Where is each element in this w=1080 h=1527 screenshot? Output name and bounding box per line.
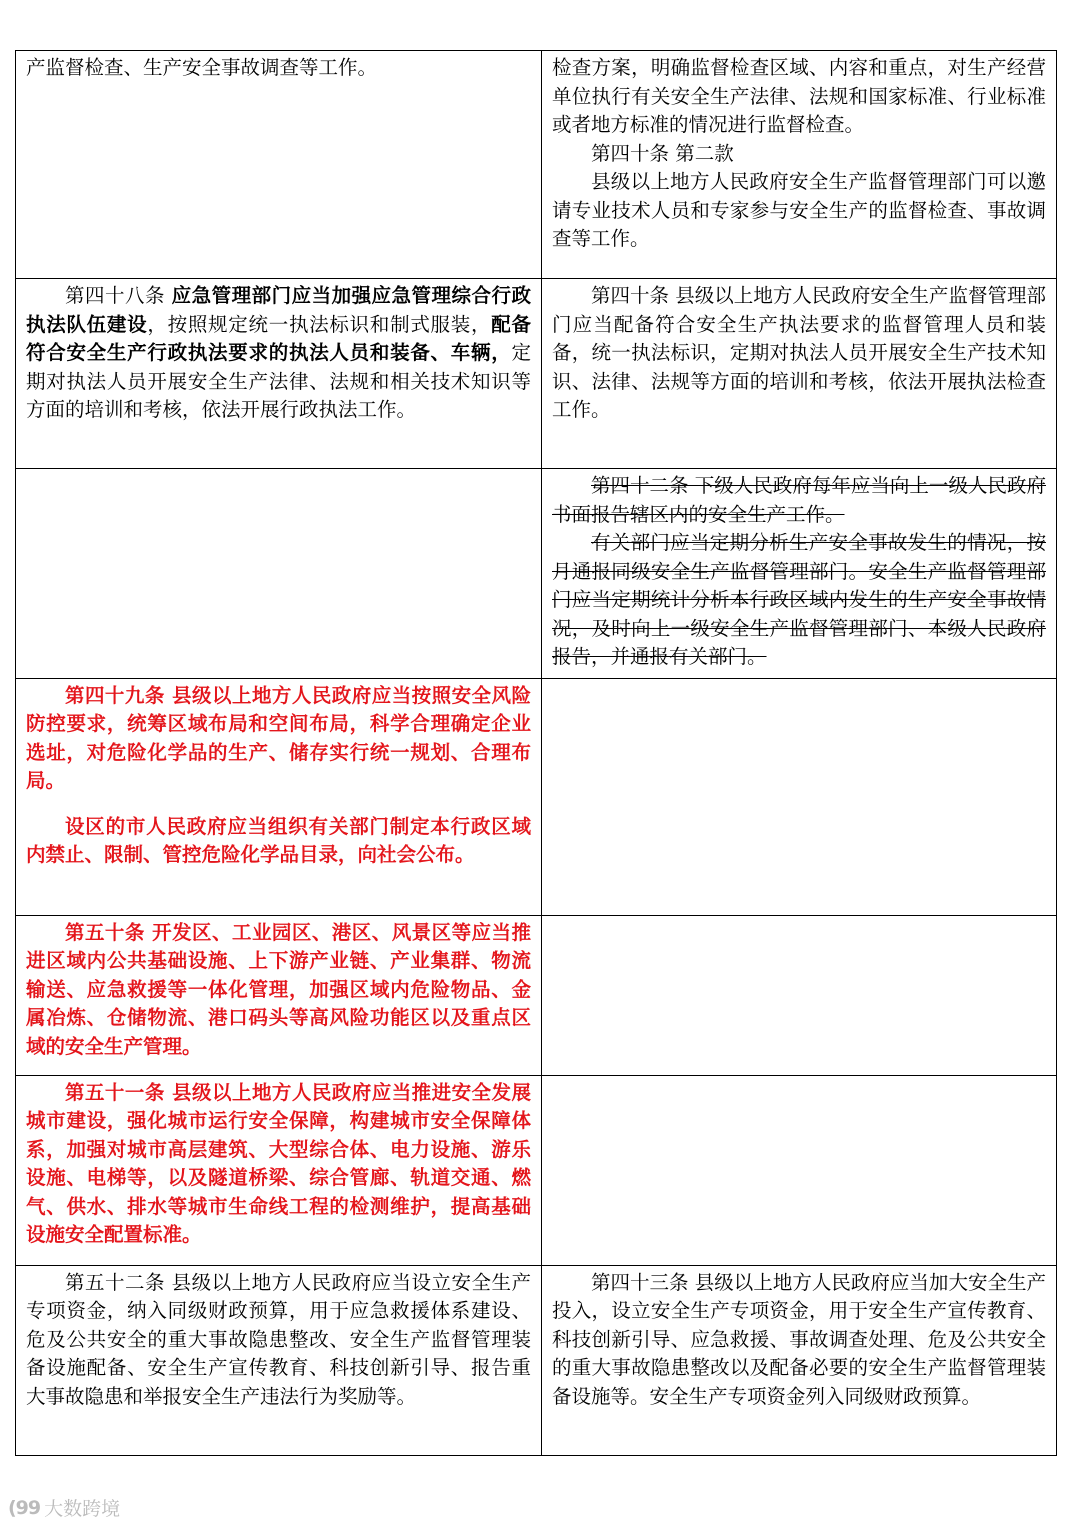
paragraph: 产监督检查、生产安全事故调查等工作。	[26, 56, 378, 79]
right-cell	[542, 1075, 1057, 1265]
right-cell	[542, 915, 1057, 1075]
added-paragraph: 设区的市人民政府应当组织有关部门制定本行政区域内禁止、限制、管控危险化学品目录，向社会公布。	[26, 814, 531, 866]
table-row	[16, 678, 1057, 915]
left-cell	[16, 279, 542, 469]
right-cell	[542, 279, 1057, 469]
right-cell	[542, 51, 1057, 279]
paragraph: 第四十三条 县级以上地方人民政府应当加大安全生产投入，设立安全生产专项资金，用于安全生产宣传教育、科技创新引导、应急救援、事故调查处理、危及公共安全的重大事故隐患整改以及配备必要的安全生产监督管理装备设施等。安全生产专项资金列入同级财政预算。	[552, 1270, 1046, 1408]
left-cell	[16, 469, 542, 679]
paragraph: 第五十二条 县级以上地方人民政府应当设立安全生产专项资金，纳入同级财政预算，用于应急救援体系建设、危及公共安全的重大事故隐患整改、安全生产监督管理装备设施配备、安全生产宣传教育、科技创新引导、报告重大事故隐患和举报安全生产违法行为奖励等。	[26, 1270, 531, 1408]
added-paragraph: 第四十九条 县级以上地方人民政府应当按照安全风险防控要求，统筹区域布局和空间布局，科学合理确定企业选址，对危险化学品的生产、储存实行统一规划、合理布局。	[26, 683, 531, 792]
right-cell	[542, 469, 1057, 679]
bold-text: 应急管理部门应当加强应急管理综合行政执法队伍建设	[26, 284, 531, 336]
paragraph: 第四十条 县级以上地方人民政府安全生产监督管理部门应当配备符合安全生产执法要求的监督管理人员和装备，统一执法标识，定期对执法人员开展安全生产技术知识、法律、法规等方面的培训和考核，依法开展执法检查工作。	[552, 284, 1046, 421]
article-48	[26, 282, 531, 425]
watermark	[8, 1494, 120, 1521]
watermark-logo-icon: (99	[8, 1496, 41, 1519]
table-row	[16, 1075, 1057, 1265]
left-cell	[16, 1265, 542, 1455]
added-paragraph: 第五十条 开发区、工业园区、港区、风景区等应当推进区域内公共基础设施、上下游产业链、产业集群、物流输送、应急救援等一体化管理，加强区域内危险物品、金属冶炼、仓储物流、港口码头等高风险功能区以及重点区域的安全生产管理。	[26, 920, 531, 1058]
table-row	[16, 1265, 1057, 1455]
left-cell	[16, 678, 542, 915]
left-cell	[16, 1075, 542, 1265]
paragraph: 县级以上地方人民政府安全生产监督管理部门可以邀请专业技术人员和专家参与安全生产的监督检查、事故调查等工作。	[552, 170, 1046, 250]
article-text: 第四十八条	[65, 284, 172, 307]
article-text: ，按照规定统一执法标识和制式服装，	[147, 312, 492, 336]
table-row	[16, 469, 1057, 679]
table-row	[16, 915, 1057, 1075]
left-cell	[16, 51, 542, 279]
left-cell	[16, 915, 542, 1075]
paragraph: 检查方案，明确监督检查区域、内容和重点，对生产经营单位执行有关安全生产法律、法规和国家标准、行业标准或者地方标准的情况进行监督检查。	[552, 56, 1046, 136]
table-row	[16, 51, 1057, 279]
table-row	[16, 279, 1057, 469]
right-cell	[542, 678, 1057, 915]
watermark-text: 大数跨境	[44, 1498, 121, 1520]
right-cell	[542, 1265, 1057, 1455]
article-text: 定期对执法人员开展安全生产法律、法规和相关技术知识等方面的培训和考核，依法开展行政执法工作。	[26, 341, 531, 421]
bold-text: 配备符合安全生产行政执法要求的执法人员和装备、车辆，	[26, 312, 531, 364]
paragraph: 第四十条 第二款	[591, 141, 734, 165]
comparison-table	[15, 50, 1057, 1456]
deleted-paragraph: 有关部门应当定期分析生产安全事故发生的情况，按月通报同级安全生产监督管理部门。安全生产监督管理部门应当定期统计分析本行政区域内发生的生产安全事故情况，及时向上一级安全生产监督管理部门、本级人民政府报告，并通报有关部门。	[552, 531, 1046, 668]
added-paragraph: 第五十一条 县级以上地方人民政府应当推进安全发展城市建设，强化城市运行安全保障，构建城市安全保障体系，加强对城市高层建筑、大型综合体、电力设施、游乐设施、电梯等，以及隧道桥梁、综合管廊、轨道交通、燃气、供水、排水等城市生命线工程的检测维护，提高基础设施安全配置标准。	[26, 1080, 531, 1246]
deleted-paragraph: 第四十二条 下级人民政府每年应当向上一级人民政府书面报告辖区内的安全生产工作。	[552, 474, 1046, 526]
